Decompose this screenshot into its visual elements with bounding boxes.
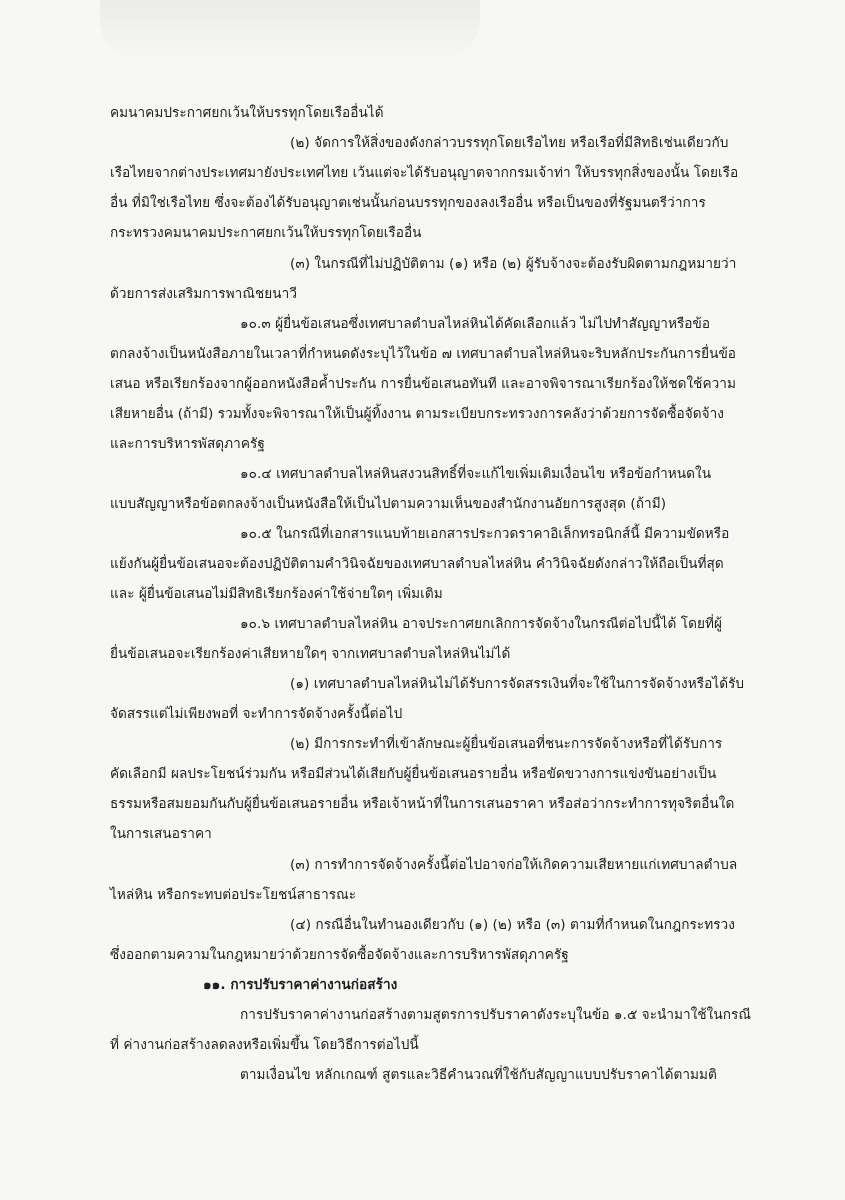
text-line: (๑) เทศบาลตำบลไหล่หินไม่ได้รับการจัดสรรเงินที่จะใช้ในการจัดจ้างหรือได้รับ [290,676,745,692]
scan-artifact [100,0,480,60]
text-line: แบบสัญญาหรือข้อตกลงจ้างเป็นหนังสือให้เป็นไปตามความเห็นของสำนักงานอัยการสูงสุด (ถ้ามี) [110,496,667,512]
text-line: แย้งกันผู้ยื่นข้อเสนอจะต้องปฏิบัติตามคำวินิจฉัยของเทศบาลตำบลไหล่หิน คำวินิจฉัยดังกล่าวให้ถือเป็นที่สุด [110,556,724,572]
text-line: ๑๐.๖ เทศบาลตำบลไหล่หิน อาจประกาศยกเลิกการจัดจ้างในกรณีต่อไปนี้ได้ โดยที่ผู้ [240,616,723,632]
text-line: ซึ่งออกตามความในกฎหมายว่าด้วยการจัดซื้อจัดจ้างและการบริหารพัสดุภาครัฐ [110,947,569,963]
text-line: ตามเงื่อนไข หลักเกณฑ์ สูตรและวิธีคำนวณที่ใช้กับสัญญาแบบปรับราคาได้ตามมติ [240,1067,717,1083]
text-line: อื่น ที่มิใช่เรือไทย ซึ่งจะต้องได้รับอนุญาตเช่นนั้นก่อนบรรทุกของลงเรืออื่น หรือเป็นของที่รัฐมนตรีว่าการ [110,195,706,211]
text-line: ๑๐.๓ ผู้ยื่นข้อเสนอซึ่งเทศบาลตำบลไหล่หินได้คัดเลือกแล้ว ไม่ไปทำสัญญาหรือข้อ [240,316,711,332]
text-line: และ ผู้ยื่นข้อเสนอไม่มีสิทธิเรียกร้องค่าใช้จ่ายใดๆ เพิ่มเติม [110,586,443,602]
text-line: จัดสรรแต่ไม่เพียงพอที่ จะทำการจัดจ้างครั้งนี้ต่อไป [110,706,403,722]
text-line: เรือไทยจากต่างประเทศมายังประเทศไทย เว้นแต่จะได้รับอนุญาตจากกรมเจ้าท่า ให้บรรทุกสิ่งของนั้น โดยเรือ [110,165,739,181]
text-line: ๑๐.๕ ในกรณีที่เอกสารแนบท้ายเอกสารประกวดราคาอิเล็กทรอนิกส์นี้ มีความขัดหรือ [240,526,730,542]
text-line: ตกลงจ้างเป็นหนังสือภายในเวลาที่กำหนดดังระบุไว้ในข้อ ๗ เทศบาลตำบลไหล่หินจะริบหลักประกันการยื่นข้อ [110,346,737,362]
text-line: ในการเสนอราคา [110,826,212,842]
text-line: ไหล่หิน หรือกระทบต่อประโยชน์สาธารณะ [110,887,357,903]
text-line: การปรับราคาค่างานก่อสร้างตามสูตรการปรับราคาดังระบุในข้อ ๑.๕ จะนำมาใช้ในกรณี [240,1007,752,1023]
text-line: (๓) การทำการจัดจ้างครั้งนี้ต่อไปอาจก่อให้เกิดความเสียหายแก่เทศบาลตำบล [290,857,738,873]
text-line: เสนอ หรือเรียกร้องจากผู้ออกหนังสือค้ำประกัน การยื่นข้อเสนอทันที และอาจพิจารณาเรียกร้องให้ชดใช้ความ [110,376,736,392]
text-line: (๒) มีการกระทำที่เข้าลักษณะผู้ยื่นข้อเสนอที่ชนะการจัดจ้างหรือที่ได้รับการ [290,736,723,752]
text-line: ด้วยการส่งเสริมการพาณิชยนาวี [110,286,298,302]
text-line: ที่ ค่างานก่อสร้างลดลงหรือเพิ่มขึ้น โดยวิธีการต่อไปนี้ [110,1037,419,1053]
text-line: กระทรวงคมนาคมประกาศยกเว้นให้บรรทุกโดยเรืออื่น [110,225,422,241]
text-line: ธรรมหรือสมยอมกันกับผู้ยื่นข้อเสนอรายอื่น หรือเจ้าหน้าที่ในการเสนอราคา หรือส่อว่ากระทำการทุจริตอื่นใด [110,796,735,812]
text-line: คมนาคมประกาศยกเว้นให้บรรทุกโดยเรืออื่นได้ [110,105,384,121]
text-line: (๔) กรณีอื่นในทำนองเดียวกับ (๑) (๒) หรือ (๓) ตามที่กำหนดในกฎกระทรวง [290,917,735,933]
text-line: เสียหายอื่น (ถ้ามี) รวมทั้งจะพิจารณาให้เป็นผู้ทิ้งงาน ตามระเบียบกระทรวงการคลังว่าด้วยการจัดซื้อจัดจ้าง [110,406,724,422]
text-line: (๓) ในกรณีที่ไม่ปฏิบัติตาม (๑) หรือ (๒) ผู้รับจ้างจะต้องรับผิดตามกฎหมายว่า [290,256,737,272]
text-line: ๑๐.๔ เทศบาลตำบลไหล่หินสงวนสิทธิ์ที่จะแก้ไขเพิ่มเติมเงื่อนไข หรือข้อกำหนดใน [240,466,712,482]
text-line: และการบริหารพัสดุภาครัฐ [110,436,265,452]
text-line: คัดเลือกมี ผลประโยชน์ร่วมกัน หรือมีส่วนได้เสียกับผู้ยื่นข้อเสนอรายอื่น หรือขัดขวางการแข่งขันอย่างเป็น [110,766,717,782]
text-line: ยื่นข้อเสนอจะเรียกร้องค่าเสียหายใดๆ จากเทศบาลตำบลไหล่หินไม่ได้ [110,646,511,662]
section-heading: ๑๑. การปรับราคาค่างานก่อสร้าง [203,977,398,993]
text-line: (๒) จัดการให้สิ่งของดังกล่าวบรรทุกโดยเรือไทย หรือเรือที่มีสิทธิเช่นเดียวกับ [290,135,729,151]
